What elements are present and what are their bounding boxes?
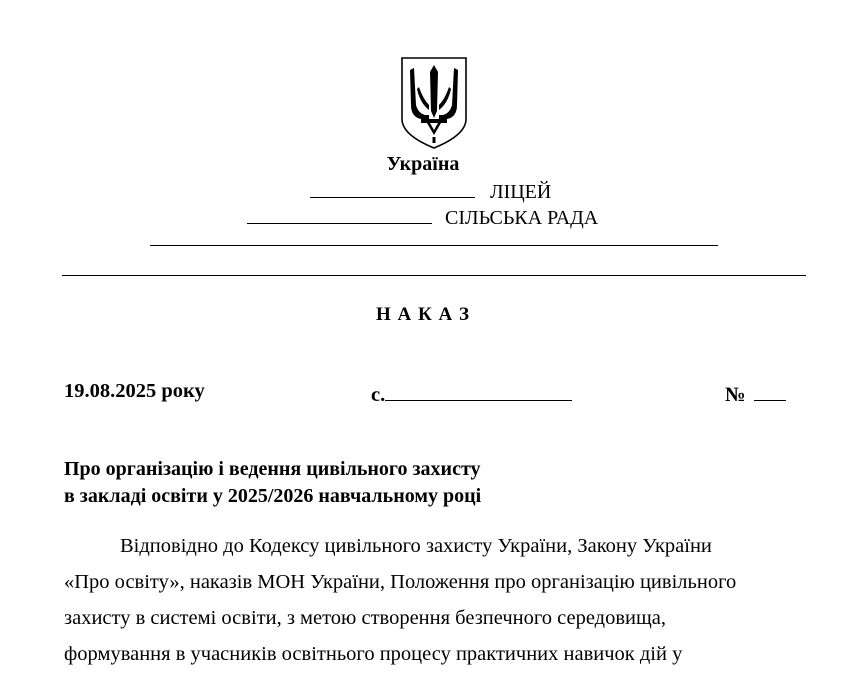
coat-of-arms (399, 55, 469, 151)
number-sign: № (725, 384, 746, 406)
header-divider (62, 275, 806, 276)
number-blank (754, 380, 786, 401)
council-title: СІЛЬСЬКА РАДА (445, 207, 599, 229)
subject-line-1: Про організацію і ведення цивільного захисту (64, 458, 481, 480)
council-line (247, 205, 598, 230)
header-blank-line (150, 245, 718, 246)
document-number (725, 380, 786, 407)
country-name: Україна (386, 153, 460, 175)
place-prefix: с. (371, 384, 386, 406)
council-name-blank (247, 205, 432, 224)
document-subject (64, 456, 481, 510)
body-line-1: Відповідно до Кодексу цивільного захисту України, Закону України (120, 535, 712, 557)
document-date: 19.08.2025 року (64, 380, 205, 402)
tryzub-coat-of-arms-icon (399, 55, 469, 151)
body-line-2: «Про освіту», наказів МОН України, Положення про організацію цивільного (64, 571, 737, 593)
document-type: Н А К А З (375, 304, 471, 325)
subject-line-2: в закладі освіти у 2025/2026 навчальному році (64, 485, 482, 507)
place-blank (385, 380, 572, 401)
school-title: ЛІЦЕЙ (490, 181, 552, 203)
body-line-3: захисту в системі освіти, з метою створення безпечного середовища, (64, 607, 667, 629)
document-place (371, 380, 572, 407)
body-line-4: формування в учасників освітнього процесу практичних навичок дій у (64, 643, 683, 665)
school-line (310, 179, 551, 204)
school-name-blank (310, 179, 475, 198)
